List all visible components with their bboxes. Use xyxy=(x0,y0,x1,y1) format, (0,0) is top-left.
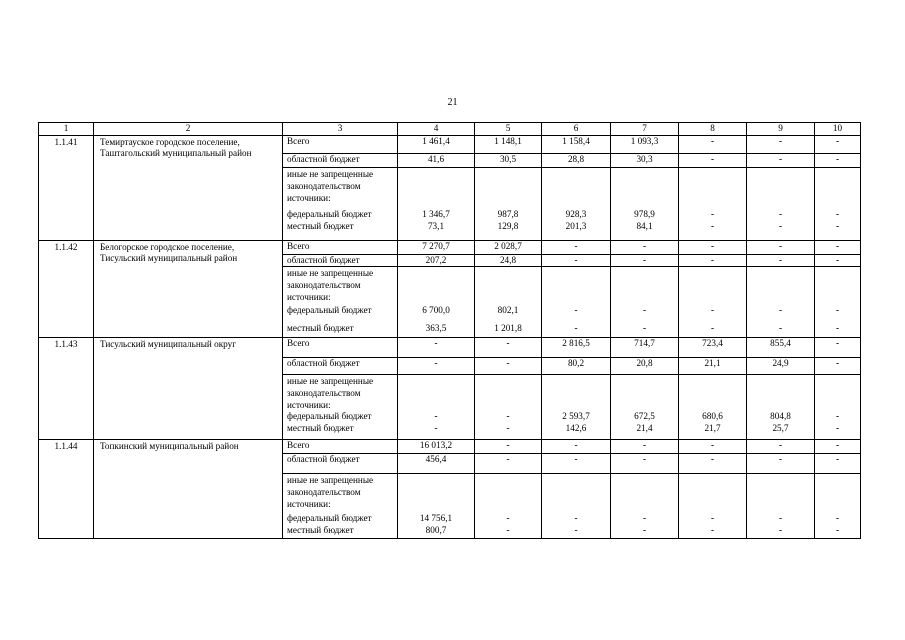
value-regional: 41,6 xyxy=(427,153,445,164)
value-federal: - xyxy=(778,208,783,219)
value-local: 363,5 xyxy=(425,322,447,333)
row-code: 1.1.44 xyxy=(39,439,94,538)
label-other-sources: иные не запрещенные xyxy=(287,375,374,386)
value-local: 21,4 xyxy=(636,422,653,433)
value-regional: - xyxy=(835,453,840,464)
label-other-sources: источники: xyxy=(287,399,331,410)
row-name: Тисульский муниципальный округ xyxy=(94,337,283,439)
value-local: - xyxy=(778,322,783,333)
header-row xyxy=(39,123,861,136)
value-local: - xyxy=(835,422,840,433)
row-code: 1.1.43 xyxy=(39,337,94,439)
value-cell xyxy=(475,135,542,240)
value-local: - xyxy=(710,220,715,231)
value-total: 1 093,3 xyxy=(630,135,659,146)
budget-table xyxy=(38,122,861,539)
value-total: - xyxy=(710,135,715,146)
label-total: Всего xyxy=(287,135,310,146)
value-federal: 6 700,0 xyxy=(422,304,450,315)
label-local: местный бюджет xyxy=(287,422,354,433)
value-regional: - xyxy=(642,453,647,464)
value-cell xyxy=(679,135,747,240)
value-total: - xyxy=(434,337,438,348)
label-regional: областной бюджет xyxy=(287,357,360,368)
label-other-sources: источники: xyxy=(287,291,331,302)
label-other-sources: законодательством xyxy=(287,387,361,398)
value-federal: 804,8 xyxy=(770,410,791,421)
value-cell xyxy=(542,337,611,439)
label-other-sources: источники: xyxy=(287,192,331,203)
value-total: - xyxy=(574,439,578,450)
label-federal: федеральный бюджет xyxy=(287,304,372,315)
value-federal: - xyxy=(642,304,647,315)
value-total: 2 816,5 xyxy=(562,337,590,348)
value-total: - xyxy=(642,439,647,450)
label-other-sources: законодательством xyxy=(287,279,361,290)
value-local: 129,8 xyxy=(497,220,519,231)
value-regional: 21,1 xyxy=(704,357,721,368)
value-local: 21,7 xyxy=(704,422,721,433)
value-total: - xyxy=(778,135,783,146)
value-regional: - xyxy=(835,254,840,265)
label-total: Всего xyxy=(287,337,310,348)
header-cell: 1 xyxy=(39,123,94,136)
value-local: - xyxy=(642,322,647,333)
label-federal: федеральный бюджет xyxy=(287,512,372,523)
value-cell xyxy=(611,135,679,240)
table-row xyxy=(39,240,861,337)
label-regional: областной бюджет xyxy=(287,153,360,164)
value-regional: 20,8 xyxy=(636,357,653,368)
value-local: - xyxy=(835,220,840,231)
value-federal: - xyxy=(710,304,715,315)
value-total: - xyxy=(506,439,510,450)
value-federal: 928,3 xyxy=(565,208,587,219)
value-total: - xyxy=(835,240,840,251)
label-other-sources: законодательством xyxy=(287,180,361,191)
header-cell: 3 xyxy=(283,123,398,136)
value-federal: - xyxy=(434,410,438,421)
value-total: 7 270,7 xyxy=(422,240,450,251)
value-local: - xyxy=(710,322,715,333)
row-name: Топкинский муниципальный район xyxy=(94,439,283,538)
label-local: местный бюджет xyxy=(287,524,354,535)
value-regional: - xyxy=(506,357,510,368)
value-cell xyxy=(398,439,475,538)
value-local: - xyxy=(506,422,510,433)
value-cell xyxy=(611,439,679,538)
value-total: - xyxy=(778,240,783,251)
value-total: - xyxy=(835,439,840,450)
value-federal: 672,5 xyxy=(634,410,655,421)
value-regional: - xyxy=(710,153,715,164)
value-local: 25,7 xyxy=(772,422,789,433)
value-regional: - xyxy=(778,453,783,464)
value-federal: 978,9 xyxy=(634,208,655,219)
value-federal: - xyxy=(778,512,783,523)
label-federal: федеральный бюджет xyxy=(287,410,372,421)
header-cell: 6 xyxy=(542,123,611,136)
value-total: - xyxy=(574,240,578,251)
value-cell xyxy=(398,337,475,439)
value-cell xyxy=(815,240,861,337)
value-local: - xyxy=(574,524,578,535)
value-total: 1 461,4 xyxy=(422,135,450,146)
value-regional: 80,2 xyxy=(567,357,585,368)
label-local: местный бюджет xyxy=(287,220,354,231)
label-other-sources: иные не запрещенные xyxy=(287,474,374,485)
value-federal: - xyxy=(574,304,578,315)
value-cell xyxy=(747,240,815,337)
row-code: 1.1.42 xyxy=(39,240,94,337)
table-row xyxy=(39,337,861,439)
header-cell: 5 xyxy=(475,123,542,136)
value-local: 84,1 xyxy=(636,220,653,231)
value-federal: - xyxy=(835,410,840,421)
value-federal: 1 346,7 xyxy=(422,208,450,219)
value-regional: 30,3 xyxy=(636,153,653,164)
value-federal: - xyxy=(506,512,510,523)
source-cell xyxy=(283,240,398,337)
value-regional: 456,4 xyxy=(425,453,447,464)
value-regional: - xyxy=(710,453,715,464)
value-local: 142,6 xyxy=(565,422,587,433)
row-code: 1.1.41 xyxy=(39,135,94,240)
value-local: - xyxy=(835,524,840,535)
value-total: - xyxy=(835,337,840,348)
value-federal: - xyxy=(710,208,715,219)
value-regional: - xyxy=(778,254,783,265)
value-cell xyxy=(747,135,815,240)
value-federal: - xyxy=(642,512,647,523)
value-regional: - xyxy=(574,254,578,265)
value-local: - xyxy=(642,524,647,535)
label-other-sources: иные не запрещенные xyxy=(287,267,374,278)
value-regional: - xyxy=(835,357,840,368)
table-row xyxy=(39,135,861,240)
value-local: - xyxy=(434,422,438,433)
value-cell xyxy=(679,337,747,439)
value-federal: - xyxy=(710,512,715,523)
value-cell xyxy=(815,135,861,240)
label-regional: областной бюджет xyxy=(287,453,360,464)
value-local: - xyxy=(778,524,783,535)
value-total: 2 028,7 xyxy=(494,240,522,251)
header-cell: 8 xyxy=(679,123,747,136)
value-local: - xyxy=(835,322,840,333)
value-total: - xyxy=(642,240,647,251)
label-other-sources: законодательством xyxy=(287,486,361,497)
header-cell: 9 xyxy=(747,123,815,136)
table-body xyxy=(39,123,861,539)
value-regional: 24,9 xyxy=(772,357,789,368)
value-total: 16 013,2 xyxy=(419,439,453,450)
value-local: - xyxy=(574,322,578,333)
value-total: 1 148,1 xyxy=(494,135,522,146)
value-total: - xyxy=(710,240,715,251)
value-federal: - xyxy=(778,304,783,315)
row-name: Белогорское городское поселение, Тисульский муниципальный район xyxy=(94,240,283,337)
value-regional: 28,8 xyxy=(567,153,585,164)
row-name: Темиртауское городское поселение, Таштагольский муниципальный район xyxy=(94,135,283,240)
value-regional: - xyxy=(835,153,840,164)
value-federal: 680,6 xyxy=(702,410,723,421)
value-total: - xyxy=(778,439,783,450)
value-regional: 24,8 xyxy=(499,254,517,265)
value-regional: - xyxy=(710,254,715,265)
value-regional: - xyxy=(506,453,510,464)
value-cell xyxy=(679,240,747,337)
value-federal: - xyxy=(835,304,840,315)
value-cell xyxy=(542,135,611,240)
value-cell xyxy=(815,337,861,439)
value-total: 723,4 xyxy=(702,337,723,348)
value-local: 1 201,8 xyxy=(494,322,522,333)
value-federal: 802,1 xyxy=(497,304,519,315)
label-other-sources: источники: xyxy=(287,498,331,509)
value-local: - xyxy=(710,524,715,535)
value-cell xyxy=(542,240,611,337)
value-total: 1 158,4 xyxy=(562,135,590,146)
source-cell xyxy=(283,439,398,538)
label-local: местный бюджет xyxy=(287,322,354,333)
page-number: 21 xyxy=(447,97,458,108)
value-regional: - xyxy=(434,357,438,368)
value-federal: 14 756,1 xyxy=(419,512,453,523)
value-total: 714,7 xyxy=(634,337,655,348)
value-cell xyxy=(611,337,679,439)
value-federal: - xyxy=(835,512,840,523)
value-total: 855,4 xyxy=(770,337,791,348)
value-local: 800,7 xyxy=(425,524,447,535)
value-regional: 207,2 xyxy=(425,254,447,265)
value-cell xyxy=(747,439,815,538)
table-row xyxy=(39,439,861,538)
value-local: - xyxy=(778,220,783,231)
value-federal: - xyxy=(835,208,840,219)
value-cell xyxy=(747,337,815,439)
header-cell: 2 xyxy=(94,123,283,136)
header-cell: 10 xyxy=(815,123,861,136)
header-cell: 7 xyxy=(611,123,679,136)
value-total: - xyxy=(710,439,715,450)
value-federal: 987,8 xyxy=(497,208,519,219)
label-regional: областной бюджет xyxy=(287,254,360,265)
header-cell: 4 xyxy=(398,123,475,136)
source-cell xyxy=(283,337,398,439)
value-federal: - xyxy=(506,410,510,421)
value-cell xyxy=(542,439,611,538)
value-cell xyxy=(398,240,475,337)
value-federal: - xyxy=(574,512,578,523)
value-regional: - xyxy=(778,153,783,164)
value-cell xyxy=(475,240,542,337)
value-local: 201,3 xyxy=(565,220,587,231)
label-total: Всего xyxy=(287,439,310,450)
label-federal: федеральный бюджет xyxy=(287,208,372,219)
value-total: - xyxy=(506,337,510,348)
value-local: - xyxy=(506,524,510,535)
value-regional: 30,5 xyxy=(499,153,517,164)
value-cell xyxy=(611,240,679,337)
value-regional: - xyxy=(574,453,578,464)
value-cell xyxy=(679,439,747,538)
label-other-sources: иные не запрещенные xyxy=(287,168,374,179)
value-total: - xyxy=(835,135,840,146)
value-cell xyxy=(815,439,861,538)
value-local: 73,1 xyxy=(427,220,445,231)
value-federal: 2 593,7 xyxy=(562,410,590,421)
label-total: Всего xyxy=(287,240,310,251)
value-cell xyxy=(475,439,542,538)
value-cell xyxy=(475,337,542,439)
source-cell xyxy=(283,135,398,240)
value-regional: - xyxy=(642,254,647,265)
value-cell xyxy=(398,135,475,240)
